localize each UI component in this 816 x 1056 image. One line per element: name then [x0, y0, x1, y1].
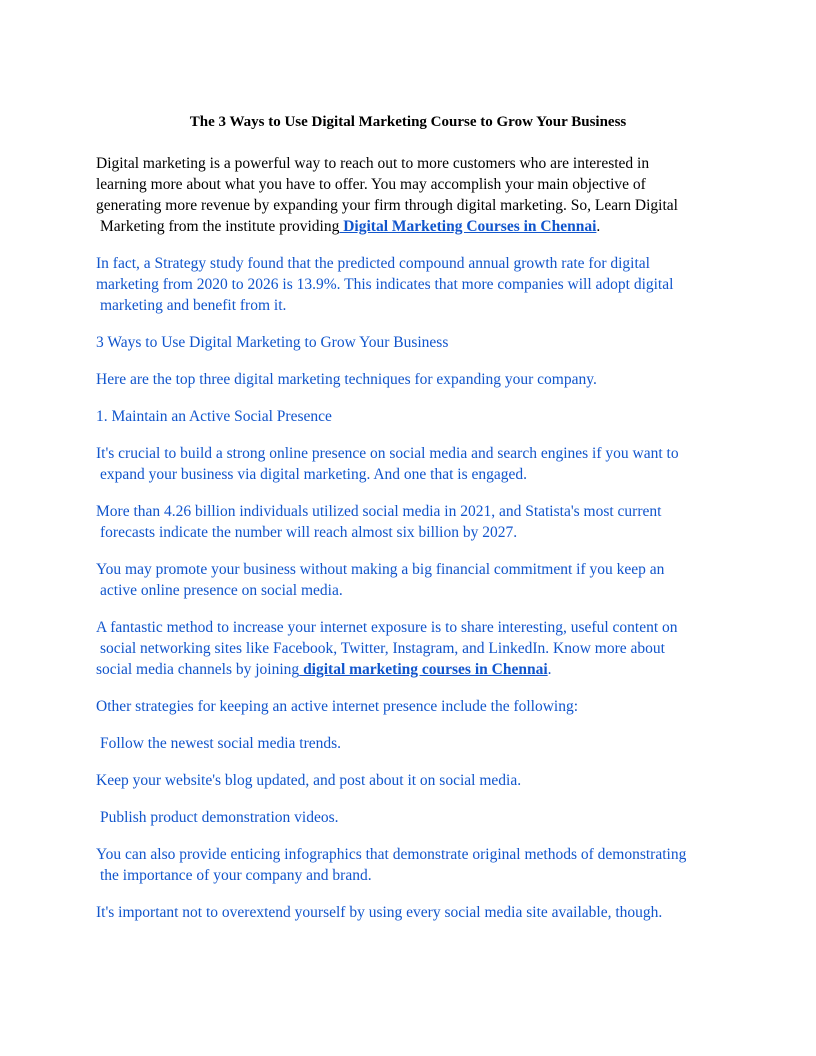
intro-line-3: generating more revenue by expanding your firm through digital marketing. So, Learn Digital	[96, 197, 678, 214]
fantastic-suffix: .	[547, 661, 552, 678]
billion-line-1: More than 4.26 billion individuals utilized social media in 2021, and Statista's most current	[96, 503, 662, 520]
crucial-line-2: expand your business via digital marketing. And one that is engaged.	[100, 466, 528, 483]
digital-marketing-courses-link[interactable]: Digital Marketing Courses in Chennai	[339, 218, 597, 235]
strategy-paragraph	[96, 253, 720, 316]
overextend-paragraph: It's important not to overextend yourself by using every social media site available, though.	[96, 904, 663, 921]
item-1-heading: 1. Maintain an Active Social Presence	[96, 408, 332, 425]
section-heading-paragraph: 3 Ways to Use Digital Marketing to Grow Your Business	[96, 334, 449, 351]
crucial-paragraph	[96, 443, 720, 485]
billion-line-2: forecasts indicate the number will reach almost six billion by 2027.	[100, 524, 518, 541]
other-strategies-paragraph: Other strategies for keeping an active internet presence include the following:	[96, 698, 579, 715]
intro-line-2: learning more about what you have to offer. You may accomplish your main objective of	[96, 176, 646, 193]
fantastic-line-3-text: social media channels by joining	[96, 661, 300, 678]
follow-trends-paragraph: Follow the newest social media trends.	[100, 735, 342, 752]
intro-line-4-text: Marketing from the institute providing	[100, 218, 340, 235]
infographics-paragraph	[96, 844, 720, 886]
digital-marketing-courses-chennai-link[interactable]: digital marketing courses in Chennai	[299, 661, 548, 678]
infographics-line-2: the importance of your company and brand.	[100, 867, 372, 884]
fantastic-line-1: A fantastic method to increase your internet exposure is to share interesting, useful content on	[96, 619, 678, 636]
fantastic-paragraph	[96, 617, 720, 680]
intro-paragraph	[96, 153, 720, 237]
document-title: The 3 Ways to Use Digital Marketing Course to Grow Your Business	[189, 114, 627, 130]
document-page	[96, 112, 720, 939]
strategy-line-1: In fact, a Strategy study found that the predicted compound annual growth rate for digital	[96, 255, 650, 272]
infographics-line-1: You can also provide enticing infographics that demonstrate original methods of demonstrating	[96, 846, 687, 863]
promote-line-2: active online presence on social media.	[100, 582, 343, 599]
strategy-line-2: marketing from 2020 to 2026 is 13.9%. This indicates that more companies will adopt digital	[96, 276, 674, 293]
blog-paragraph: Keep your website's blog updated, and post about it on social media.	[96, 772, 522, 789]
fantastic-line-3	[96, 659, 720, 680]
intro-suffix: .	[596, 218, 601, 235]
fantastic-line-2: social networking sites like Facebook, Twitter, Instagram, and LinkedIn. Know more about	[100, 640, 665, 657]
intro-line-1: Digital marketing is a powerful way to reach out to more customers who are interested in	[96, 155, 650, 172]
top-three-paragraph: Here are the top three digital marketing techniques for expanding your company.	[96, 371, 597, 388]
promote-line-1: You may promote your business without making a big financial commitment if you keep an	[96, 561, 665, 578]
promote-paragraph	[96, 559, 720, 601]
billion-paragraph	[96, 501, 720, 543]
crucial-line-1: It's crucial to build a strong online presence on social media and search engines if you want to	[96, 445, 679, 462]
intro-line-4	[96, 216, 720, 237]
strategy-line-3: marketing and benefit from it.	[100, 297, 287, 314]
publish-videos-paragraph: Publish product demonstration videos.	[100, 809, 339, 826]
